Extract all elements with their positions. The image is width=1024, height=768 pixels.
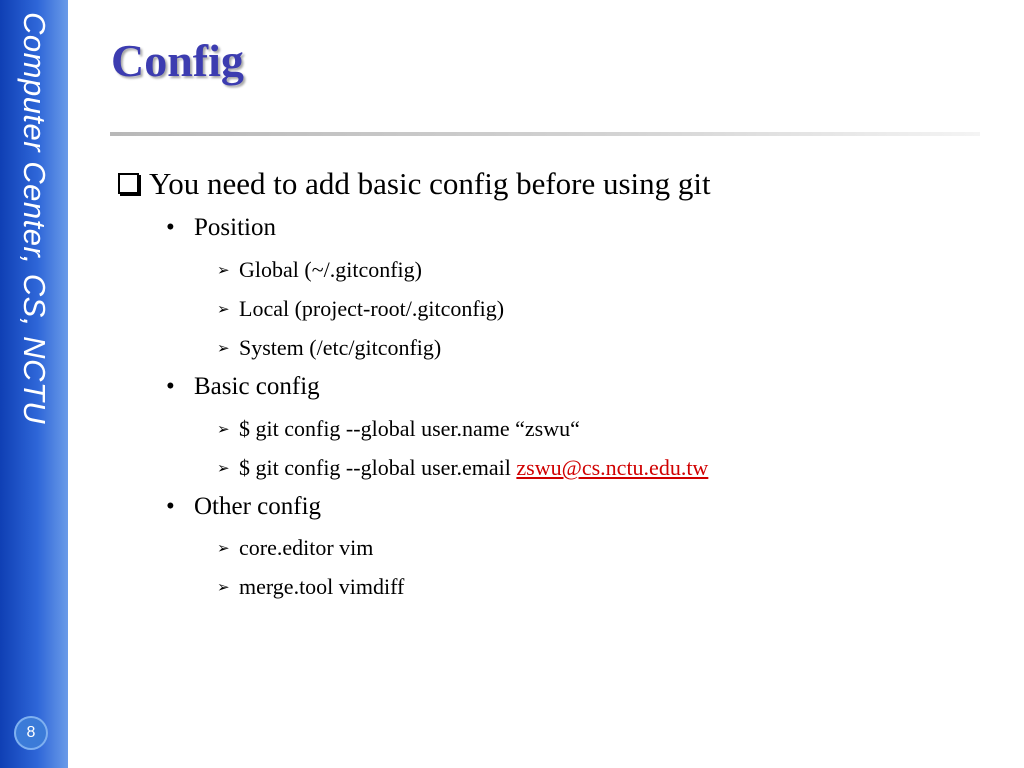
section-basic-config [166,373,320,401]
list-item [217,535,373,561]
list-item-text: Global (~/.gitconfig) [239,257,422,282]
list-item-text: System (/etc/gitconfig) [239,335,442,360]
arrow-right-icon: ➢ [217,302,230,318]
bullet-dot-icon: • [166,214,175,241]
slide-title: Config [111,35,244,86]
arrow-right-icon: ➢ [217,461,230,477]
section-other-config [166,493,321,521]
list-item-text: Local (project-root/.gitconfig) [239,296,505,321]
arrow-right-icon: ➢ [217,341,230,357]
sidebar [0,0,68,768]
list-item [217,257,422,283]
list-item-text: $ git config --global user.name “zswu“ [239,416,580,441]
email-link[interactable]: zswu@cs.nctu.edu.tw [516,455,709,480]
sidebar-org-label: Computer Center, CS, NCTU [17,12,52,425]
main-bullet [118,166,711,202]
list-item [217,455,708,481]
bullet-dot-icon: • [166,493,175,520]
arrow-right-icon: ➢ [217,580,230,596]
list-item [217,416,580,442]
arrow-right-icon: ➢ [217,422,230,438]
checkbox-square-icon [118,173,139,194]
section-label: Basic config [194,373,320,400]
arrow-right-icon: ➢ [217,541,230,557]
list-item-text: $ git config --global user.email [239,455,517,480]
title-divider [110,132,980,136]
list-item [217,296,504,322]
bullet-dot-icon: • [166,373,175,400]
list-item [217,335,441,361]
section-label: Position [194,214,276,241]
list-item-text: merge.tool vimdiff [239,574,405,599]
page-number-badge: 8 [14,716,48,750]
main-bullet-text: You need to add basic config before using git [149,166,711,201]
section-label: Other config [194,493,322,520]
arrow-right-icon: ➢ [217,263,230,279]
list-item-text: core.editor vim [239,535,374,560]
list-item [217,574,404,600]
section-position [166,214,276,242]
